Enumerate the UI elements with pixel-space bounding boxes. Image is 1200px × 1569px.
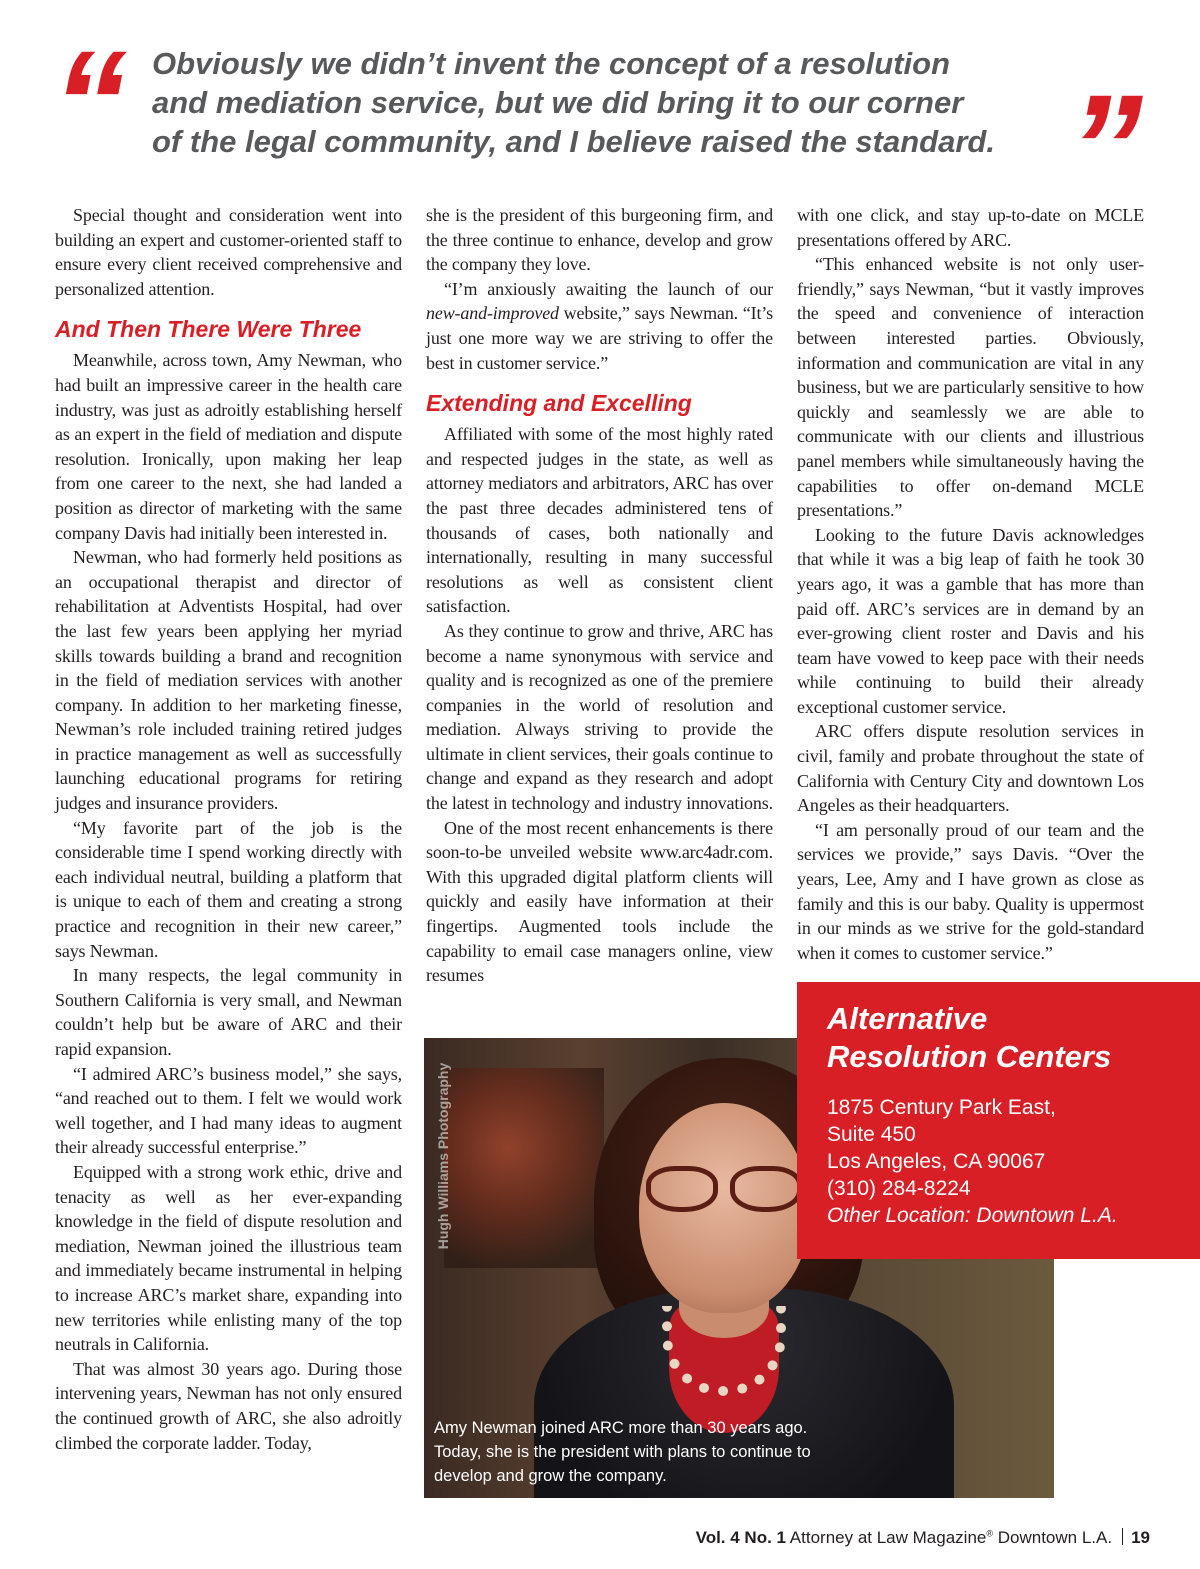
section-heading: And Then There Were Three (55, 316, 362, 343)
paragraph: Newman, who had formerly held positions as an occupational therapist and director of rehabilitation at Adventists Hospital, had over the last few years been applying her myriad skills towards building a brand and recognition in the field of mediation services with another company. In addition to her marketing finesse, Newman’s role included training retired judges in practice management as well as successfully launching educational programs for retiring judges and insurance providers. (55, 547, 402, 814)
registered-mark: ® (986, 1528, 993, 1539)
emphasis: new-and-improved (426, 303, 559, 324)
issue-volume: Vol. 4 No. 1 (695, 1528, 786, 1547)
pull-quote-line: and mediation service, but we did bring it to our corner (152, 85, 964, 120)
paragraph: As they continue to grow and thrive, ARC has become a name synonymous with service and quality and is recognized as one of the premiere companies in the world of resolution and mediation. Always striving to provide the ultimate in client services, their goals continue to change and expand as they research and adopt the latest in technology and industry innovations. (426, 620, 773, 814)
paragraph: with one click, and stay up-to-date on MCLE presentations offered by ARC. (797, 205, 1144, 250)
glasses-icon (730, 1166, 802, 1212)
paragraph: ARC offers dispute resolution services in civil, family and probate throughout the state of California with Century City and downtown Los Angeles as their headquarters. (797, 721, 1144, 816)
company-name-line: Alternative (827, 1001, 988, 1036)
paragraph: Affiliated with some of the most highly rated and respected judges in the state, as well as attorney mediators and arbitrators, ARC has over the past three decades administered tens of thousands of cases, both nationally and internationally, resulting in many successful resolutions as well as consistent client satisfaction. (426, 424, 773, 617)
other-location: Other Location: Downtown L.A. (827, 1204, 1118, 1227)
edition-name: Downtown L.A. (997, 1528, 1113, 1547)
glasses-icon (646, 1166, 718, 1212)
paragraph: That was almost 30 years ago. During those intervening years, Newman has not only ensured the continued growth of ARC, she also adroitly climbed the corporate ladder. Today, (55, 1358, 402, 1453)
page-footer (640, 1528, 1150, 1548)
text-run: “I’m anxiously awaiting the launch of our (444, 278, 773, 299)
street-address: 1875 Century Park East, (827, 1096, 1056, 1119)
divider (1122, 1528, 1123, 1545)
paragraph: Looking to the future Davis acknowledges that while it was a big leap of faith he took 30 years ago, it was a gamble that has more than paid off. ARC’s services are in demand by an ever-growing client roster and Davis and his team have vowed to keep pace with their needs while continuing to build their already exceptional customer service. (797, 524, 1144, 717)
city-state-zip: Los Angeles, CA 90067 (827, 1150, 1046, 1173)
open-quote-mark: “ (52, 19, 127, 187)
photo-credit-text: Hugh Williams Photography (435, 1062, 451, 1250)
paragraph: “My favorite part of the job is the considerable time I spend working directly with each individual neutral, building a platform that is unique to each of them and creating a strong practice and recognition in their new career,” says Newman. (55, 817, 402, 961)
address-box (797, 982, 1200, 1259)
paragraph: Meanwhile, across town, Amy Newman, who had built an impressive career in the health care industry, was just as adroitly establishing herself as an expert in the field of mediation and dispute resolution. Ironically, upon making her leap from one career to the next, she had landed a position as director of marketing with the same company Davis had initially been interested in. (55, 350, 402, 543)
paragraph: she is the president of this burgeoning firm, and the three continue to enhance, develop and grow the company they love. (426, 205, 773, 275)
suite: Suite 450 (827, 1123, 916, 1146)
pull-quote-line: Obviously we didn’t invent the concept of a resolution (152, 46, 951, 81)
background-art (444, 1068, 604, 1268)
page-number: 19 (1131, 1528, 1150, 1547)
paragraph (426, 277, 773, 375)
section-heading: Extending and Excelling (426, 390, 692, 417)
company-name-line: Resolution Centers (827, 1039, 1112, 1074)
paragraph: “This enhanced website is not only user-friendly,” says Newman, “but it vastly improves the speed and convenience of interaction between interested parties. Obviously, information and communication are vital in any business, but we are particularly sensitive to how quickly and seamlessly we are able to communicate with our clients and illustrious panel members while simultaneously having the capabilities to offer on-demand MCLE presentations.” (797, 254, 1144, 521)
paragraph: Equipped with a strong work ethic, drive and tenacity as well as her ever-expanding knowledge in the field of dispute resolution and mediation, Newman joined the illustrious team and immediately became instrumental in helping to increase ARC’s market share, expanding into new territories while enlisting many of the top neutrals in California. (55, 1161, 402, 1355)
paragraph: “I admired ARC’s business model,” she says, “and reached out to them. I felt we would work well together, and I had many ideas to augment their already successful enterprise.” (55, 1063, 402, 1158)
pull-quote (152, 44, 1052, 161)
magazine-name: Attorney at Law Magazine (789, 1528, 987, 1547)
article-column-2 (426, 203, 773, 988)
phone-number: (310) 284-8224 (827, 1177, 971, 1200)
text-run: website,” says Newman. “It’s just one more way we are striving to offer the best in customer service.” (426, 303, 773, 373)
article-column-1 (55, 203, 402, 1455)
close-quote-mark: ” (1068, 63, 1143, 231)
paragraph: One of the most recent enhancements is there soon-to-be unveiled website www.arc4adr.com. With this upgraded digital platform clients will quickly and easily have information at their fingertips. Augmented tools include the capability to email case managers online, view resumes (426, 817, 773, 986)
pull-quote-line: of the legal community, and I believe raised the standard. (152, 124, 995, 159)
paragraph: In many respects, the legal community in Southern California is very small, and Newman couldn’t help but be aware of ARC and their rapid expansion. (55, 965, 402, 1059)
photo-credit (424, 1038, 464, 1298)
article-column-3 (797, 203, 1144, 965)
photo-caption: Amy Newman joined ARC more than 30 years ago. Today, she is the president with plans to continue to develop and grow the company. (434, 1419, 811, 1485)
paragraph: “I am personally proud of our team and the services we provide,” says Davis. “Over the years, Lee, Amy and I have grown as close as family and this is our baby. Quality is uppermost in our minds as we strive for the gold-standard when it comes to customer service.” (797, 819, 1144, 963)
paragraph: Special thought and consideration went into building an expert and customer-oriented staff to ensure every client received comprehensive and personalized attention. (55, 205, 402, 299)
company-name (827, 1000, 1200, 1076)
